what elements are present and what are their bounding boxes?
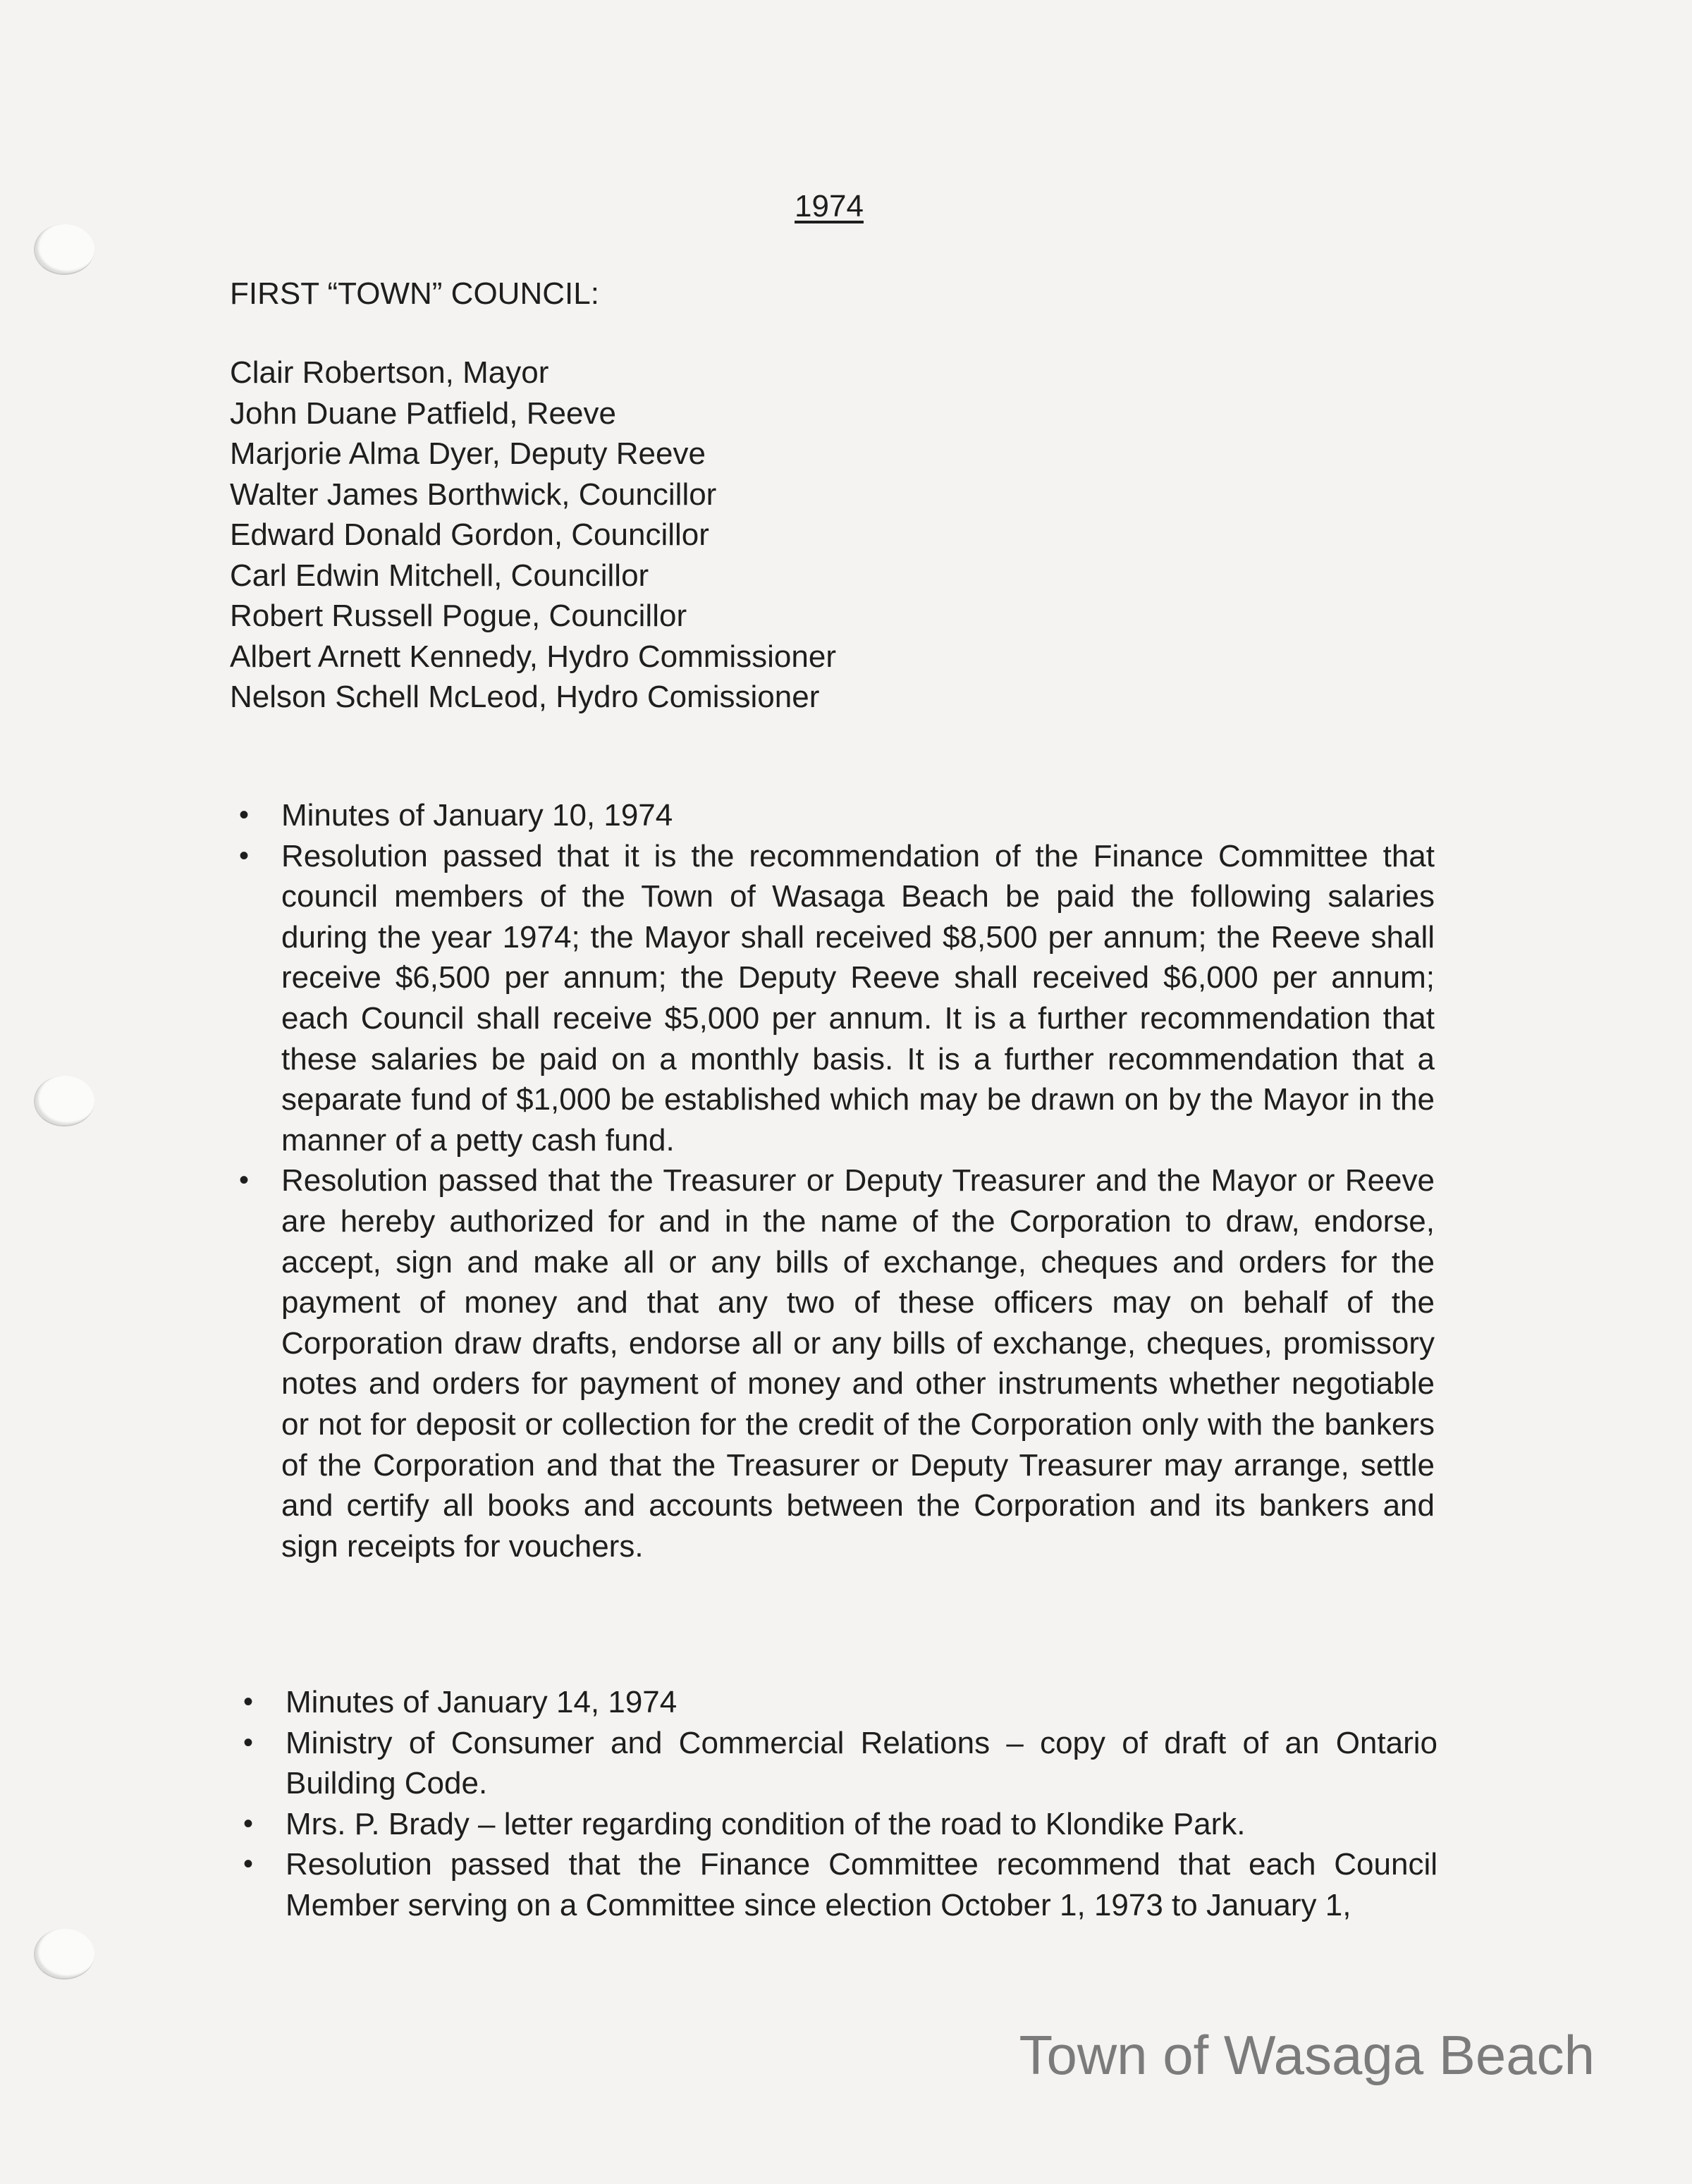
council-member: Robert Russell Pogue, Councillor [230,599,687,633]
council-member: Albert Arnett Kennedy, Hydro Commissioner [230,639,836,674]
list-item [239,836,1435,1161]
list-item-text: Resolution passed that it is the recommendation of the Finance Committee that council members of the Town of Wasaga Beach be paid the following salaries during the year 1974; the Mayor shall received $8,500 per annum; the Reeve shall receive $6,500 per annum; the Deputy Reeve shall received $6,000 per annum; each Council shall receive $5,000 per annum. It is a further recommendation that these salaries be paid on a monthly basis. It is a further recommendation that a separate fund of $1,000 be established which may be drawn on by the Mayor in the manner of a petty cash fund. [281,838,1435,1158]
bullet-icon: • [243,1686,254,1717]
council-member-list [230,352,836,718]
bullet-icon: • [243,1848,254,1880]
list-item-text: Mrs. P. Brady – letter regarding condition of the road to Klondike Park. [286,1806,1246,1841]
council-member: Edward Donald Gordon, Councillor [230,517,709,552]
list-item-text: Resolution passed that the Treasurer or Deputy Treasurer and the Mayor or Reeve are hereby authorized for and in the name of the Corporation to draw, endorse, accept, sign and make all or any bills of exchange, cheques and orders for the payment of money and that any two of these officers may on behalf of the Corporation draw drafts, endorse all or any bills of exchange, cheques, promissory notes and orders for payment of money and other instruments whether negotiable or not for deposit or collection for the credit of the Corporation only with the bankers of the Corporation and that the Treasurer or Deputy Treasurer may arrange, settle and certify all books and accounts between the Corporation and its bankers and sign receipts for vouchers. [281,1163,1435,1564]
list-item [243,1682,1437,1723]
page-title: 1974 [795,189,864,223]
list-item-text: Minutes of January 14, 1974 [286,1685,678,1719]
bullet-icon: • [239,799,250,830]
list-item-text: Minutes of January 10, 1974 [281,798,673,833]
bullet-icon: • [243,1808,254,1839]
list-item [239,795,1435,836]
council-member: Walter James Borthwick, Councillor [230,477,717,512]
watermark: Town of Wasaga Beach [1019,2024,1595,2086]
bullet-icon: • [239,1165,250,1196]
council-member: John Duane Patfield, Reeve [230,395,616,431]
council-member: Carl Edwin Mitchell, Councillor [230,558,649,593]
list-item [243,1844,1437,1925]
punch-hole [34,1076,94,1127]
council-member: Marjorie Alma Dyer, Deputy Reeve [230,436,706,471]
list-item-text: Resolution passed that the Finance Committee recommend that each Council Member serving on a Committee since election October 1, 1973 to January 1, [286,1847,1437,1922]
council-member: Clair Robertson, Mayor [230,355,549,390]
list-item [243,1804,1437,1845]
punch-hole [34,224,94,275]
bullet-icon: • [239,840,250,871]
list-item [239,1160,1435,1566]
list-item [243,1723,1437,1804]
bullet-icon: • [243,1726,254,1758]
list-item-text: Ministry of Consumer and Commercial Relations – copy of draft of an Ontario Building Code. [286,1725,1437,1801]
minutes-jan-14-list [243,1682,1437,1926]
council-heading: FIRST “TOWN” COUNCIL: [230,276,599,311]
minutes-jan-10-list [239,795,1435,1566]
punch-hole [34,1929,94,1980]
council-member: Nelson Schell McLeod, Hydro Comissioner [230,680,820,714]
